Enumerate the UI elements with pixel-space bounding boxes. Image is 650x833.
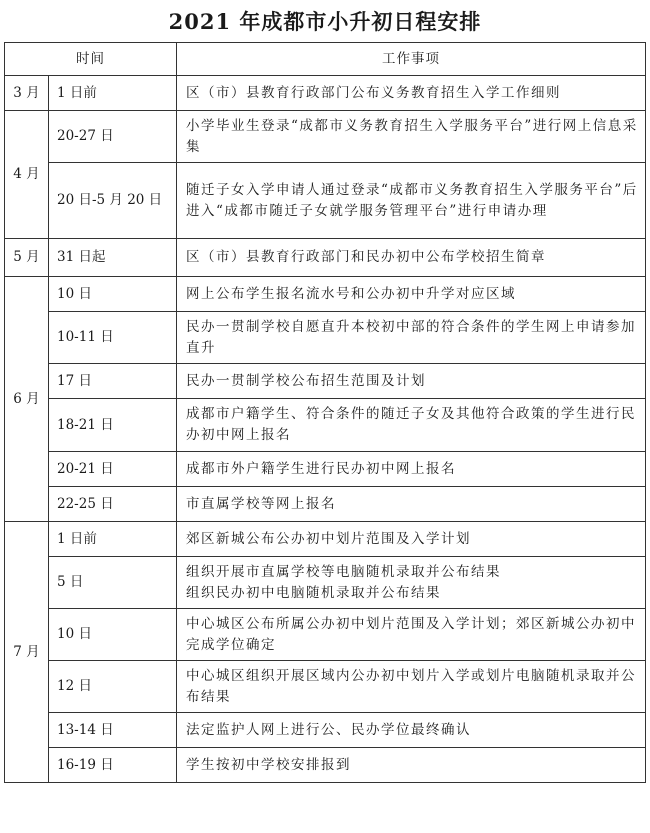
task-cell: 小学毕业生登录“成都市义务教育招生入学服务平台”进行网上信息采集 bbox=[177, 111, 646, 163]
task-cell: 民办一贯制学校公布招生范围及计划 bbox=[177, 364, 646, 399]
date-cell: 31 日起 bbox=[49, 239, 177, 277]
date-cell: 1 日前 bbox=[49, 76, 177, 111]
table-row bbox=[5, 163, 646, 239]
table-row bbox=[5, 312, 646, 364]
schedule-table bbox=[4, 42, 646, 783]
table-row bbox=[5, 399, 646, 452]
task-cell: 市直属学校等网上报名 bbox=[177, 487, 646, 522]
task-cell bbox=[177, 557, 646, 609]
task-cell: 区（市）县教育行政部门公布义务教育招生入学工作细则 bbox=[177, 76, 646, 111]
month-cell: 7 月 bbox=[5, 522, 49, 783]
date-cell: 20-27 日 bbox=[49, 111, 177, 163]
date-cell: 13-14 日 bbox=[49, 713, 177, 748]
date-cell: 20 日-5 月 20 日 bbox=[49, 163, 177, 239]
date-cell: 10 日 bbox=[49, 609, 177, 661]
page-title: 2021 年成都市小升初日程安排 bbox=[168, 9, 482, 34]
task-cell: 法定监护人网上进行公、民办学位最终确认 bbox=[177, 713, 646, 748]
task-cell: 成都市外户籍学生进行民办初中网上报名 bbox=[177, 452, 646, 487]
month-cell: 3 月 bbox=[5, 76, 49, 111]
table-row bbox=[5, 713, 646, 748]
task-cell: 中心城区组织开展区域内公办初中划片入学或划片电脑随机录取并公布结果 bbox=[177, 661, 646, 713]
task-cell: 学生按初中学校安排报到 bbox=[177, 748, 646, 783]
date-cell: 18-21 日 bbox=[49, 399, 177, 452]
table-row bbox=[5, 557, 646, 609]
date-cell: 12 日 bbox=[49, 661, 177, 713]
table-row bbox=[5, 239, 646, 277]
date-cell: 16-19 日 bbox=[49, 748, 177, 783]
date-cell: 17 日 bbox=[49, 364, 177, 399]
date-cell: 20-21 日 bbox=[49, 452, 177, 487]
date-cell: 10-11 日 bbox=[49, 312, 177, 364]
table-row bbox=[5, 277, 646, 312]
task-cell: 随迁子女入学申请人通过登录“成都市义务教育招生入学服务平台”后进入“成都市随迁子女就学服务管理平台”进行申请办理 bbox=[177, 163, 646, 239]
task-cell: 民办一贯制学校自愿直升本校初中部的符合条件的学生网上申请参加直升 bbox=[177, 312, 646, 364]
task-cell: 网上公布学生报名流水号和公办初中升学对应区域 bbox=[177, 277, 646, 312]
table-row bbox=[5, 364, 646, 399]
table-row bbox=[5, 487, 646, 522]
task-cell: 中心城区公布所属公办初中划片范围及入学计划；郊区新城公办初中完成学位确定 bbox=[177, 609, 646, 661]
table-row bbox=[5, 609, 646, 661]
month-cell: 5 月 bbox=[5, 239, 49, 277]
task-cell: 区（市）县教育行政部门和民办初中公布学校招生简章 bbox=[177, 239, 646, 277]
table-row bbox=[5, 452, 646, 487]
date-cell: 1 日前 bbox=[49, 522, 177, 557]
task-cell: 郊区新城公布公办初中划片范围及入学计划 bbox=[177, 522, 646, 557]
task-line: 组织民办初中电脑随机录取并公布结果 bbox=[186, 584, 441, 601]
date-cell: 5 日 bbox=[49, 557, 177, 609]
task-cell: 成都市户籍学生、符合条件的随迁子女及其他符合政策的学生进行民办初中网上报名 bbox=[177, 399, 646, 452]
task-line: 组织开展市直属学校等电脑随机录取并公布结果 bbox=[186, 563, 501, 580]
table-row bbox=[5, 111, 646, 163]
month-cell: 4 月 bbox=[5, 111, 49, 239]
table-row bbox=[5, 522, 646, 557]
table-header-row bbox=[5, 43, 646, 76]
month-cell: 6 月 bbox=[5, 277, 49, 522]
table-row bbox=[5, 76, 646, 111]
table-row bbox=[5, 661, 646, 713]
date-cell: 10 日 bbox=[49, 277, 177, 312]
date-cell: 22-25 日 bbox=[49, 487, 177, 522]
header-task: 工作事项 bbox=[177, 43, 646, 76]
header-time: 时间 bbox=[5, 43, 177, 76]
table-row bbox=[5, 748, 646, 783]
